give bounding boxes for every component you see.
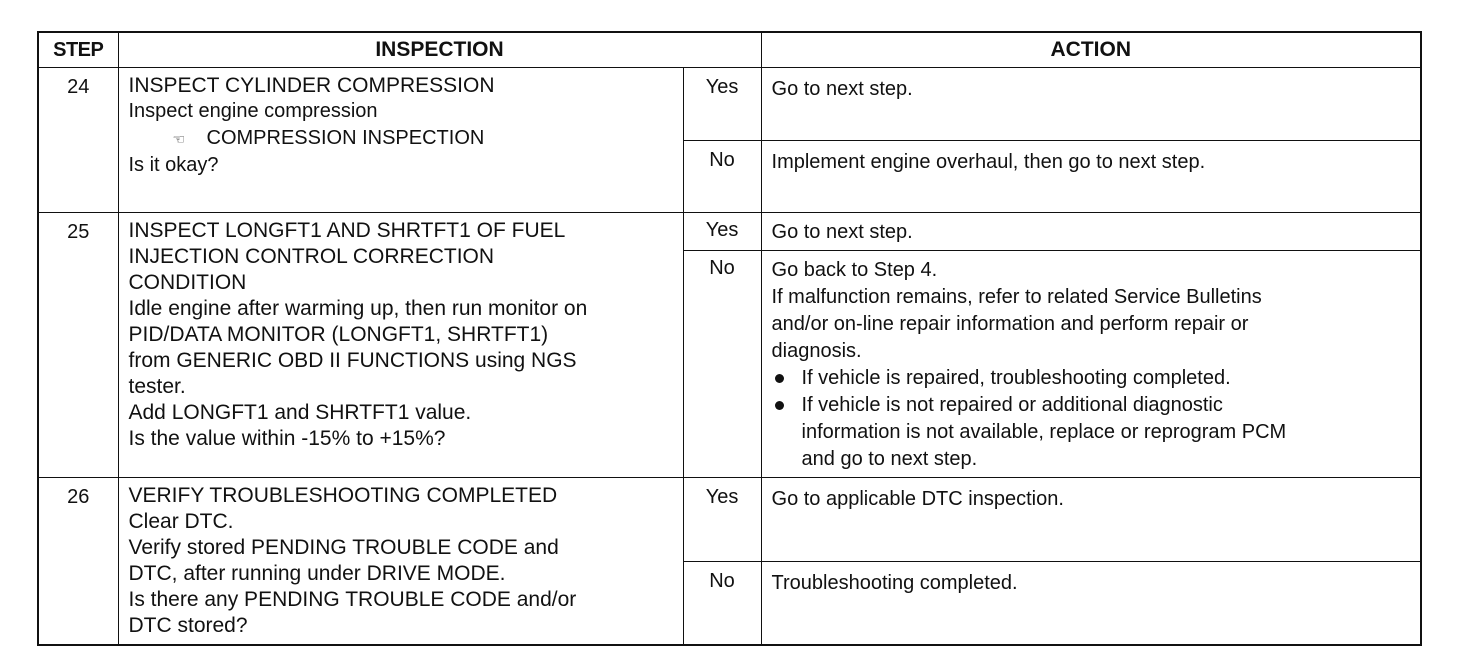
- no-action: Implement engine overhaul, then go to next step.: [761, 141, 1421, 213]
- bullet-item: [772, 392, 1413, 473]
- inspection-line: Clear DTC.: [128, 510, 234, 533]
- header-row: [38, 32, 1421, 68]
- inspection-title: INSPECT CYLINDER COMPRESSION: [128, 74, 495, 97]
- inspection-question: DTC stored?: [128, 614, 248, 637]
- reference-text: COMPRESSION INSPECTION: [206, 127, 485, 149]
- inspection-line: from GENERIC OBD II FUNCTIONS using NGS: [128, 349, 577, 372]
- no-label: No: [683, 141, 761, 213]
- header-step: STEP: [38, 32, 118, 68]
- pointing-hand-icon: ☜: [172, 131, 186, 147]
- yes-action: Go to next step.: [761, 68, 1421, 141]
- action-line: diagnosis.: [771, 340, 862, 362]
- inspection-line: Is there any PENDING TROUBLE CODE and/or: [128, 588, 577, 611]
- table-row: [38, 213, 1421, 251]
- inspection-line: Idle engine after warming up, then run monitor on: [128, 297, 588, 320]
- inspection-title: CONDITION: [128, 271, 247, 294]
- bullet-item: [772, 365, 1413, 392]
- inspection-cell: [118, 213, 683, 478]
- bullet-text: and go to next step.: [801, 448, 978, 470]
- no-label: No: [683, 562, 761, 646]
- table-row: [38, 68, 1421, 141]
- yes-action: Go to applicable DTC inspection.: [761, 478, 1421, 562]
- bullet-text: If vehicle is not repaired or additional diagnostic: [801, 394, 1223, 416]
- troubleshooting-table: [37, 31, 1422, 646]
- table-row: [38, 478, 1421, 562]
- step-number: 24: [38, 68, 118, 213]
- diagnostic-table-sheet: [37, 31, 1420, 646]
- yes-action: Go to next step.: [761, 213, 1421, 251]
- no-action: [761, 251, 1421, 478]
- bullet-text: information is not available, replace or reprogram PCM: [801, 421, 1287, 443]
- bullet-text: If vehicle is repaired, troubleshooting completed.: [801, 367, 1231, 389]
- header-inspection: INSPECTION: [118, 32, 761, 68]
- yes-label: Yes: [683, 213, 761, 251]
- inspection-line: Verify stored PENDING TROUBLE CODE and: [128, 536, 559, 559]
- inspection-title: VERIFY TROUBLESHOOTING COMPLETED: [128, 484, 558, 507]
- inspection-question: Is it okay?: [128, 154, 219, 176]
- action-line: Go back to Step 4.: [771, 259, 938, 281]
- inspection-line: DTC, after running under DRIVE MODE.: [128, 562, 506, 585]
- action-line: If malfunction remains, refer to related Service Bulletins: [771, 286, 1262, 308]
- inspection-line: tester.: [128, 375, 186, 398]
- step-number: 26: [38, 478, 118, 646]
- inspection-line: Inspect engine compression: [128, 100, 378, 122]
- no-label: No: [683, 251, 761, 478]
- inspection-line: PID/DATA MONITOR (LONGFT1, SHRTFT1): [128, 323, 549, 346]
- inspection-cell: [118, 68, 683, 213]
- inspection-line: Add LONGFT1 and SHRTFT1 value.: [128, 401, 472, 424]
- step-number: 25: [38, 213, 118, 478]
- inspection-title: INSPECT LONGFT1 AND SHRTFT1 OF FUEL: [128, 219, 566, 242]
- yes-label: Yes: [683, 478, 761, 562]
- no-action: Troubleshooting completed.: [761, 562, 1421, 646]
- header-action: ACTION: [761, 32, 1421, 68]
- yes-label: Yes: [683, 68, 761, 141]
- inspection-title: INJECTION CONTROL CORRECTION: [128, 245, 495, 268]
- inspection-cell: [118, 478, 683, 646]
- inspection-question: Is the value within -15% to +15%?: [128, 427, 446, 450]
- action-line: and/or on-line repair information and perform repair or: [771, 313, 1249, 335]
- reference-link[interactable]: [129, 124, 675, 153]
